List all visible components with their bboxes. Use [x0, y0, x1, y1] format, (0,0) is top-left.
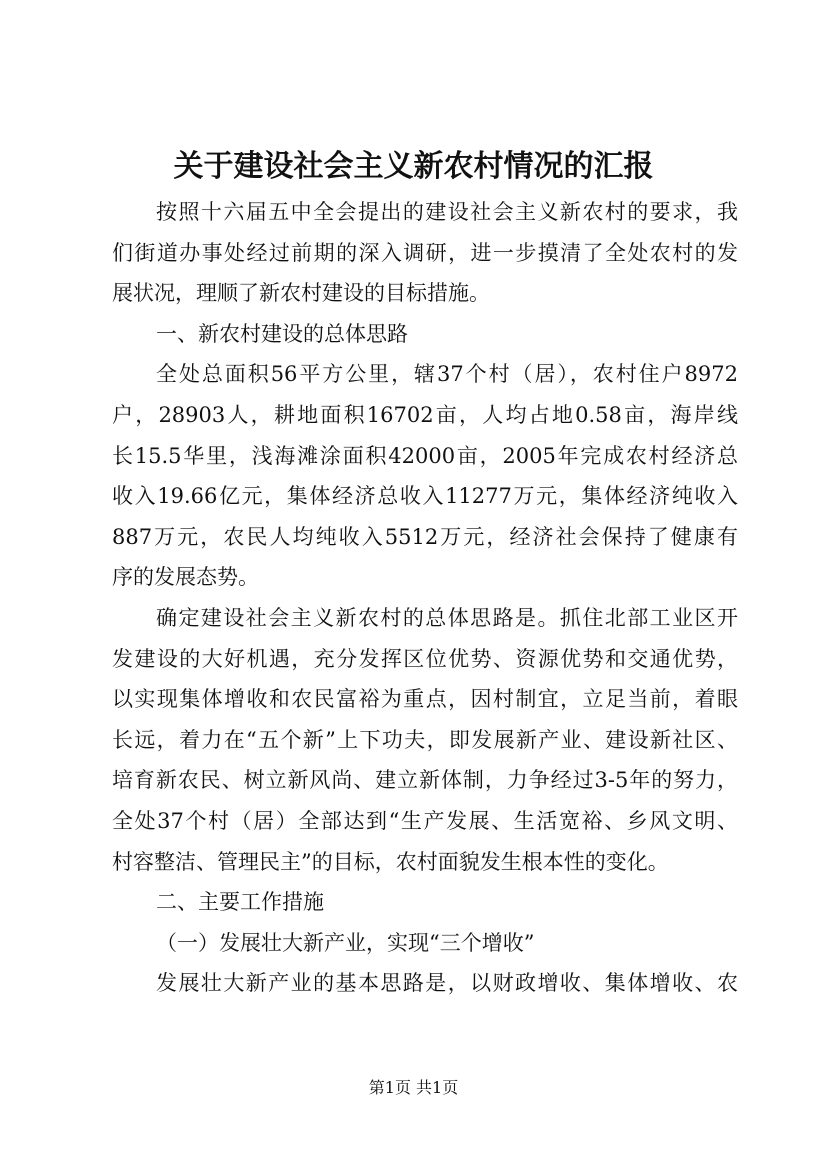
subsection-heading: （一）发展壮大新产业，实现“三个增收” — [156, 930, 535, 955]
paragraph-line: 收入19.66亿元，集体经济总收入11277万元，集体经济纯收入 — [112, 484, 738, 509]
paragraph-line: 展状况，理顺了新农村建设的目标措施。 — [112, 281, 490, 306]
document-title: 关于建设社会主义新农村情况的汇报 — [173, 149, 654, 184]
paragraph-line: 全处总面积56平方公里，辖37个村（居），农村住户8972 — [156, 362, 738, 387]
paragraph-line: 以实现集体增收和农民富裕为重点，因村制宜，立足当前，着眼 — [112, 687, 738, 712]
paragraph-line: 培育新农民、树立新风尚、建立新体制，力争经过3-5年的努力， — [112, 768, 738, 793]
section-heading: 一、新农村建设的总体思路 — [156, 321, 408, 346]
paragraph-line: 长15.5华里，浅海滩涂面积42000亩，2005年完成农村经济总 — [112, 443, 738, 468]
paragraph-line: 户，28903人，耕地面积16702亩，人均占地0.58亩，海岸线 — [112, 402, 738, 427]
paragraph-line: 们街道办事处经过前期的深入调研，进一步摸清了全处农村的发 — [112, 240, 738, 265]
paragraph-line: 村容整洁、管理民主”的目标，农村面貌发生根本性的变化。 — [112, 849, 669, 874]
paragraph-line: 887万元，农民人均纯收入5512万元，经济社会保持了健康有 — [112, 524, 738, 549]
paragraph-line: 序的发展态势。 — [112, 565, 259, 590]
page-footer: 第1页 共1页 — [368, 1078, 459, 1097]
paragraph-line: 发建设的大好机遇，充分发挥区位优势、资源优势和交通优势， — [112, 646, 738, 671]
paragraph-line: 按照十六届五中全会提出的建设社会主义新农村的要求，我 — [156, 200, 738, 224]
paragraph-line: 发展壮大新产业的基本思路是，以财政增收、集体增收、农 — [156, 971, 738, 996]
paragraph-line: 确定建设社会主义新农村的总体思路是。抓住北部工业区开 — [156, 605, 738, 630]
paragraph-line: 全处37个村（居）全部达到“生产发展、生活宽裕、乡风文明、 — [112, 808, 738, 833]
document-body — [112, 192, 738, 1004]
paragraph-line: 长远，着力在“五个新”上下功夫，即发展新产业、建设新社区、 — [112, 727, 738, 752]
section-heading: 二、主要工作措施 — [156, 890, 324, 915]
